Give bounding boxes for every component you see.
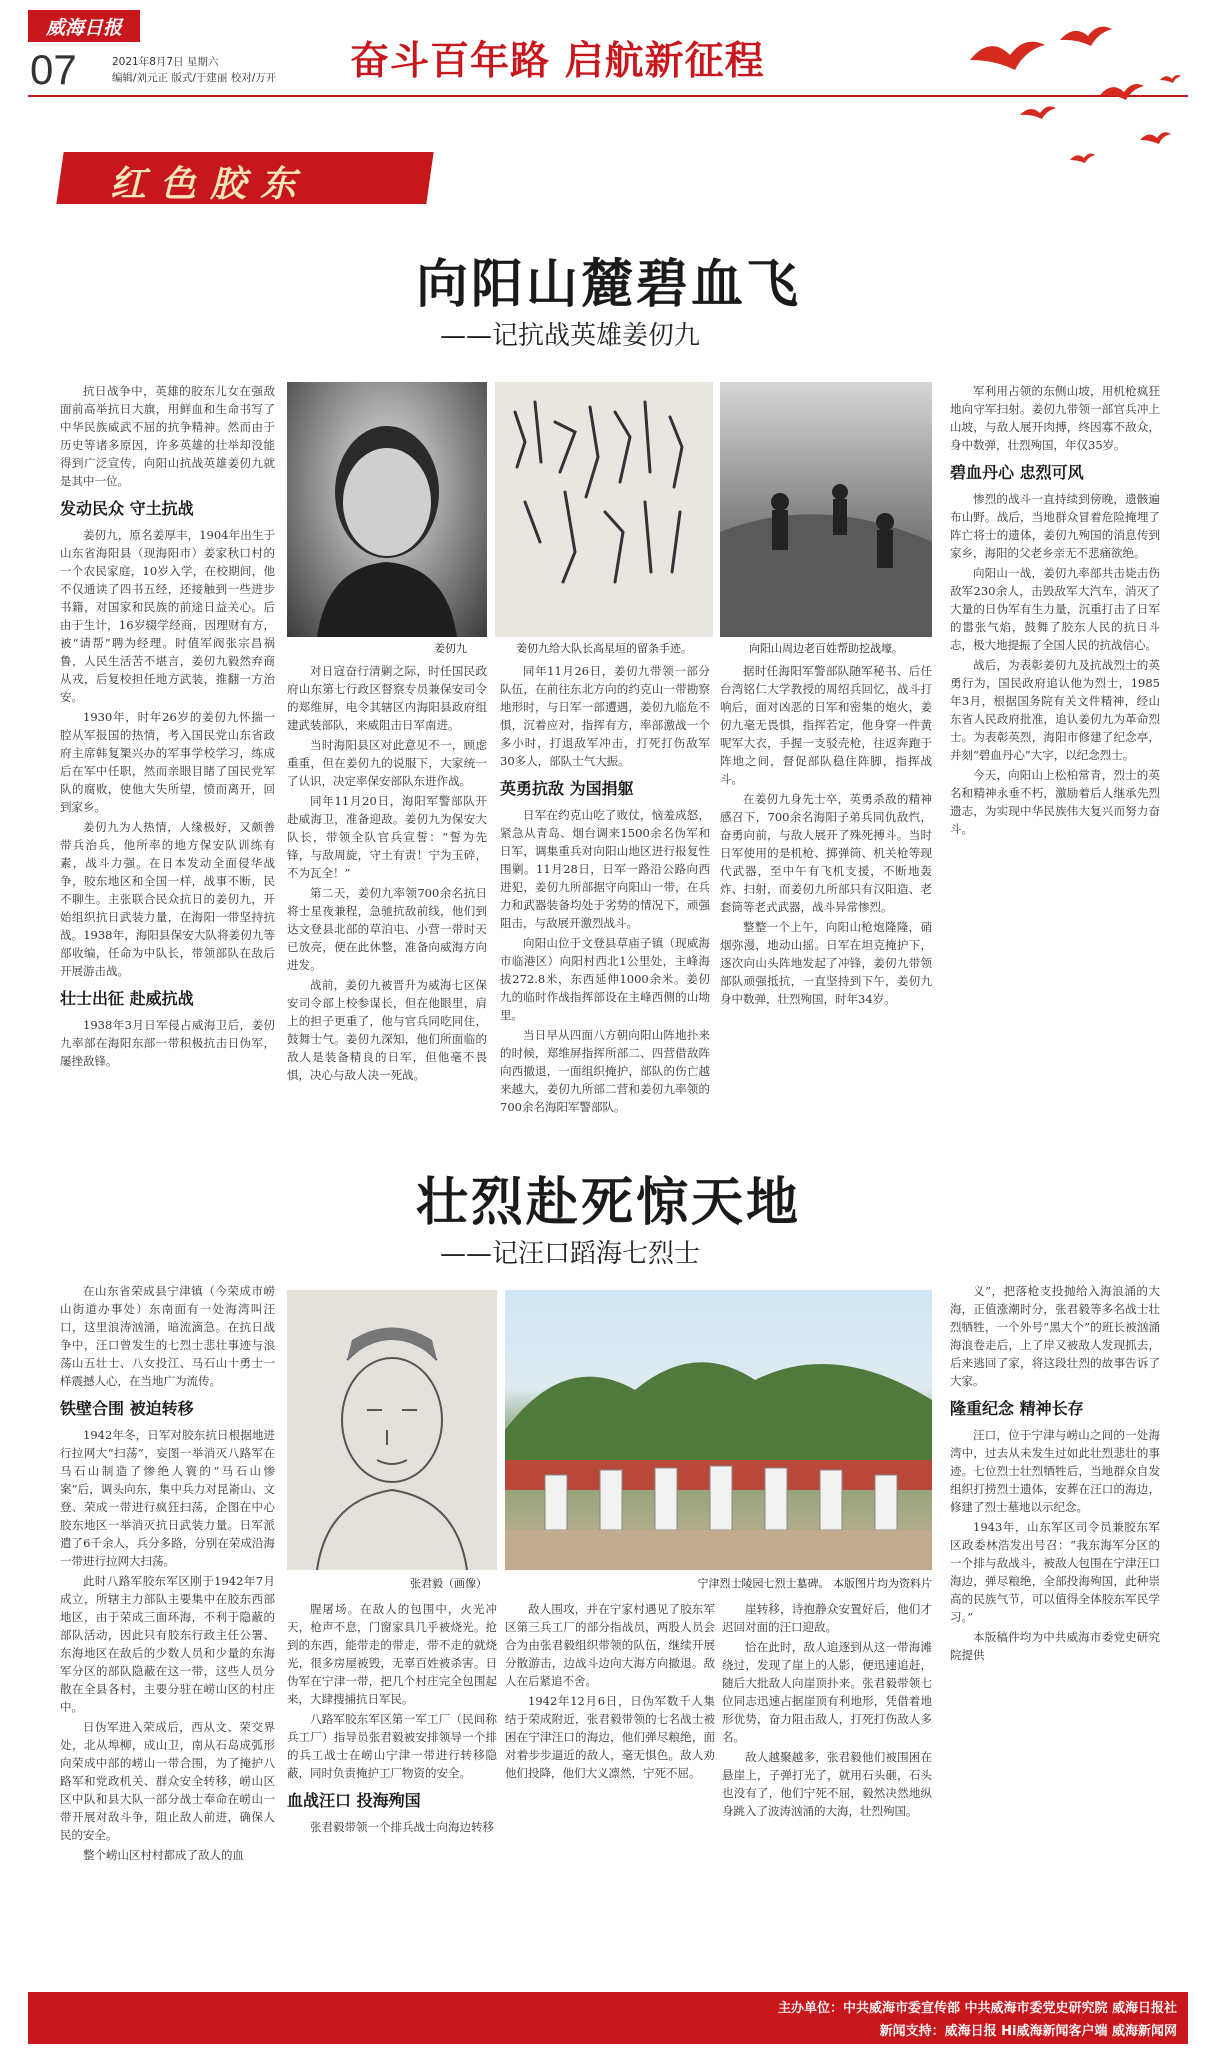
caption-handwritten-note: 姜仞九给大队长高星垣的留条手迹。	[516, 642, 692, 655]
handwriting-strokes-icon	[495, 382, 713, 637]
paragraph: 今天，向阳山上松柏常青，烈士的英名和精神永垂不朽，激励着后人继承先烈遗志，为实现中华民族伟大复兴而努力奋斗。	[950, 768, 1160, 836]
paragraph: 战前，姜仞九被晋升为威海七区保安司令部上校参谋长，但在他眼里，肩上的担子更重了，他与官兵同吃同住，鼓舞士气。姜仞九深知，他们所面临的敌人是装备精良的日军，但他毫不畏惧，决心与敌人决一死战。	[287, 978, 487, 1082]
flying-birds-icon	[950, 20, 1190, 190]
caption-trench-photo: 向阳山周边老百姓帮助挖战壕。	[749, 642, 903, 655]
article2-title: 壮烈赴死惊天地	[415, 1172, 801, 1233]
article2-heading-2: 血战汪口 投海殉国	[287, 1791, 421, 1810]
paragraph: 义”，把落枪支投抛给入海浪涌的大海，正值涨潮时分，张君毅等多名战士壮烈牺牲，一个外号“黑大个”的班长被汹涌海浪卷走后，上了岸又被敌人发现抓去，后来逃回了家，将这段壮烈的故事告诉了大家。	[950, 1284, 1160, 1388]
column-tag: 红色胶东	[110, 163, 311, 205]
article2-column-4	[722, 1600, 932, 1980]
paragraph: 日军在约克山吃了败仗，恼羞成怒，紧急从青岛、烟台调来1500余名伪军和日军，调集重兵对向阳山地区进行报复性围剿。11月28日，日军一路沿公路向西进犯，姜仞九所部据守向阳山一带，在兵力和武器装备均处于劣势的情况下，顽强阻击，与敌展开激烈战斗。	[500, 808, 710, 930]
paragraph: 姜仞九，原名姜厚丰，1904年出生于山东省海阳县（现海阳市）姜家秋口村的一个农民家庭，10岁入学，在校期间，他不仅通读了四书五经，还接触到一些进步书籍，对国家和民族的前途日益关心。后由于生计，16岁辍学经商，因理财有方，被“请帮”聘为经理。时值军阀张宗昌祸鲁，人民生活苦不堪言，姜仞九毅然弃商从戎，后复校担任地方武装，推翻一方治安。	[60, 528, 275, 704]
caption-zhang-portrait: 张君毅（画像）	[410, 1577, 487, 1590]
paragraph: 对日寇奋行清剿之际，时任国民政府山东第七行政区督察专员兼保安司令的郑维屏，电令其辖区内海阳县政府组建武装部队，来威阻击日军南进。	[287, 664, 487, 732]
article1-heading-4: 碧血丹心 忠烈可风	[950, 463, 1084, 482]
banner-title: 奋斗百年路 启航新征程	[350, 39, 765, 84]
paragraph: 敌人越聚越多，张君毅他们被围困在悬崖上，子弹打光了，就用石头砸，石头也没有了，他们宁死不屈，毅然决然地纵身跳入了波涛汹涌的大海，壮烈殉国。	[722, 1750, 932, 1818]
caption-cemetery-photo: 宁津烈士陵园七烈士墓碑。 本版图片均为资料片	[697, 1577, 932, 1590]
masthead-logo-block	[28, 10, 140, 42]
paragraph: 姜仞九为人热情，人缘极好，又颇善带兵治兵，他所率的地方保安队训练有素，战斗力强。在日本发动全面侵华战争，胶东地区和全国一样，战事不断，民不聊生。主张联合民众抗日的姜仞九，开始组织抗日武装力量，在海阳一带坚持抗战。1938年，海阳县保安大队将姜仞九等部收编，任命为中队长，带领部队在敌后开展游击战。	[60, 820, 275, 978]
paragraph: 汪口，位于宁津与崂山之间的一处海湾中，过去从未发生过如此壮烈悲壮的事迹。七位烈士壮烈牺牲后，当地群众自发组织打捞烈士遗体，安葬在汪口的海边，修建了烈士墓地以示纪念。	[950, 1428, 1160, 1514]
handwritten-note-image	[495, 382, 713, 637]
article1-column-5	[950, 382, 1160, 1142]
paragraph: 向阳山位于文登县草庙子镇（现威海市临港区）向阳村西北1公里处，主峰海拔272.8米，东西延伸1000余米。姜仞九的临时作战指挥部设在主峰西侧的山坳里。	[500, 936, 710, 1022]
trench-scene-icon	[720, 382, 932, 637]
paragraph: 崖转移，诗抱静众安置好后，他们才迟回对面的汪口迎敌。	[722, 1602, 932, 1634]
article2-column-5	[950, 1282, 1160, 1972]
paragraph: 1938年3月日军侵占威海卫后，姜仞九率部在海阳东部一带积极抗击日伪军，屡挫敌锋。	[60, 1018, 275, 1068]
article2-column-3	[505, 1600, 715, 1980]
article1-title: 向阳山麓碧血飞	[415, 254, 801, 315]
paragraph: 当时海阳县区对此意见不一，顾虑重重，但在姜仞九的说服下，大家统一了认识，决定率保安部队东进作战。	[287, 738, 487, 788]
paragraph: 在姜仞九身先士卒，英勇杀敌的精神感召下，700余名海阳子弟兵同仇敌忾，奋勇向前，与敌人展开了殊死搏斗。当时日军使用的是机枪、掷弹筒、机关枪等现代武器，至中午有飞机支援，不断地轰炸、扫射，而姜仞九所部只有汉阳造、老套筒等老式武器，战斗异常惨烈。	[720, 792, 932, 914]
paragraph: 1942年12月6日，日伪军数千人集结于荣成附近，张君毅带领的七名战士被困在宁津汪口的海边，他们弹尽粮绝，面对着步步逼近的敌人，毫无惧色。敌人劝他们投降，他们大义凛然，宁死不屈。	[505, 1694, 715, 1780]
paragraph: 敌人围攻，并在宁家村遇见了胶东军区第三兵工厂的部分指战员，两股人员会合为由张君毅组织带领的队伍，继续开展分散游击，边战斗边向大海方向撤退。敌人在后紧追不舍。	[505, 1602, 715, 1688]
paragraph: 据时任海阳军警部队随军秘书、后任台湾铭仁大学教授的周绍兵回忆，战斗打响后，面对凶恶的日军和密集的炮火，姜仞九毫无畏惧，指挥若定，他身穿一件黄呢军大衣，手握一支驳壳枪，往返奔跑于阵地之间，督促部队稳住阵脚，指挥战斗。	[720, 664, 932, 786]
article2-column-1	[60, 1282, 275, 1972]
article2-subtitle: ——记汪口蹈海七烈士	[440, 1239, 701, 1269]
paragraph: 张君毅带领一个排兵战士向海边转移	[310, 1820, 494, 1834]
paragraph: 腥屠场。在敌人的包围中，火光冲天，枪声不息，门窗家具几乎被烧光。抢到的东西，能带走的带走，带不走的就烧光，很多房屋被毁，无辜百姓被杀害。日伪军在宁津一带，把几个村庄完全包围起来，大肆搜捕抗日军民。	[287, 1602, 497, 1706]
article1-heading-3: 英勇抗敌 为国捐躯	[500, 779, 634, 798]
cemetery-scene-icon	[505, 1290, 932, 1570]
sketch-portrait-icon	[287, 1290, 497, 1570]
page-number: 07	[30, 46, 77, 93]
paragraph: 整个崂山区村村都成了敌人的血	[83, 1848, 244, 1862]
article1-heading-1: 发动民众 守土抗战	[60, 499, 194, 518]
article1-column-3	[500, 662, 710, 1142]
article1-subtitle: ——记抗战英雄姜仞九	[440, 321, 701, 351]
date-line: 2021年8月7日 星期六	[112, 56, 219, 68]
footer-media-line: 新闻支持：威海日报 Hi威海新闻客户端 威海新闻网	[879, 2024, 1177, 2039]
caption-portrait: 姜仞九	[434, 642, 467, 655]
newspaper-logo: 威海日报	[45, 16, 122, 39]
paragraph: 此时八路军胶东军区刚于1942年7月成立，所辖主力部队主要集中在胶东西部地区，由于荣成三面环海，不利于隐蔽的部队活动，因此只有胶东行政主任公署、东海地区在敌后的少数人员和少量的东海军分区的部队隐蔽在这一带，这些人员分散在全县各村，主要分驻在崂山区的村庄中。	[60, 1574, 275, 1714]
footer-sponsor-line: 主办单位：中共威海市委宣传部 中共威海市委党史研究院 威海日报社	[777, 2001, 1177, 2016]
article1-heading-2: 壮士出征 赴威抗战	[60, 989, 194, 1008]
paragraph: 1943年，山东军区司令员兼胶东军区政委林浩发出号召：“我东海军分区的一个排与敌战斗，被敌人包围在宁津汪口海边，弹尽粮绝，全部投海殉国，此种崇高的民族气节，可以值得全体胶东军民学习。”	[950, 1520, 1160, 1624]
paragraph: 惨烈的战斗一直持续到傍晚，遗骸遍布山野。战后，当地群众冒着危险掩埋了阵亡将士的遗体，姜仞九殉国的消息传到家乡，海阳的父老乡亲无不悲痛欲绝。	[950, 492, 1160, 560]
editor-line: 编辑/刘元正 版式/于建丽 校对/万开	[112, 72, 277, 84]
paragraph: 同年11月26日，姜仞九带领一部分队伍，在前往东北方向的约克山一带勘察地形时，与日军一部遭遇，姜仞九临危不惧，沉着应对，指挥有方，率部激战一个多小时，打退敌军冲击，打死打伤敌军30多人，部队士气大振。	[500, 664, 710, 768]
portrait-silhouette-icon	[287, 382, 487, 637]
paragraph: 向阳山一战，姜仞九率部共击毙击伤敌军230余人，击毁敌军大汽车，消灭了大量的日伪军有生力量，沉重打击了日军的嚣张气焰，鼓舞了胶东人民的抗日斗志，极大地提振了全国人民的抗战信心。	[950, 566, 1160, 652]
article2-heading-3: 隆重纪念 精神长存	[950, 1399, 1084, 1418]
paragraph: 恰在此时，敌人追逐到从这一带海滩绕过，发现了崖上的人影，便迅速追赶，随后大批敌人向崖顶扑来。张君毅带领七位同志迅速占据崖顶有利地形，凭借着地形优势，奋力阻击敌人，打死打伤敌人多名。	[722, 1640, 932, 1744]
paragraph: 当日早从四面八方朝向阳山阵地扑来的时候，郑维屏指挥所部二、四营借敌阵向西撤退，一面组织掩护，部队的伤亡越来越大，姜仞九所部二营和姜仞九率领的700余名海阳军警部队。	[500, 1028, 710, 1114]
article2-lead: 在山东省荣成县宁津镇（今荣成市崂山街道办事处）东南面有一处海湾叫汪口，这里浪涛汹涌，暗流滴急。在抗日战争中，汪口曾发生的七烈士悲壮事迹与浪荡山五壮士、八女投江、马石山十勇士一样震撼人心，在当地广为流传。	[60, 1284, 275, 1388]
article2-heading-1: 铁壁合围 被迫转移	[60, 1399, 194, 1418]
article2-column-2	[287, 1600, 497, 1980]
paragraph: 整整一个上午，向阳山枪炮隆隆，硝烟弥漫，地动山摇。日军在坦克掩护下，逐次向山头阵地发起了冲锋，姜仞九带领部队顽强抵抗，一直坚持到下午，姜仞九身中数弹，壮烈殉国，时年34岁。	[720, 920, 932, 1006]
article1-lead: 抗日战争中，英雄的胶东儿女在强敌面前高举抗日大旗，用鲜血和生命书写了中华民族威武不屈的抗争精神。然而由于历史等诸多原因，许多英雄的壮举却没能得到广泛宣传，向阳山抗战英雄姜仞九就是其中一位。	[60, 384, 275, 488]
paragraph: 八路军胶东军区第一军工厂（民间称兵工厂）指导员张君毅被安排领导一个排的兵工战士在崂山宁津一带进行转移隐蔽，同时负责掩护工厂物资的安全。	[287, 1712, 497, 1780]
paragraph: 1930年，时年26岁的姜仞九怀揣一腔从军报国的热情，考入国民党山东省政府主席韩复榘兴办的军事学校学习，练成后在军中任职，然而亲眼目睹了国民党军队的腐败，使他大失所望，愤而离开，回到家乡。	[60, 710, 275, 814]
portrait-zhang-junyi-drawing	[287, 1290, 497, 1570]
article1-column-4	[720, 662, 932, 1142]
portrait-jiang-renjiu	[287, 382, 487, 637]
source-note: 本版稿件均为中共威海市委党史研究院提供	[950, 1630, 1160, 1662]
paragraph: 战后，为表彰姜仞九及抗战烈士的英勇行为，国民政府追认他为烈士，1985年3月，根据国务院有关文件精神，经山东省人民政府批准，追认姜仞九为革命烈士。为表彰英烈，海阳市修建了纪念亭，并刻“碧血丹心”大字，以纪念烈士。	[950, 658, 1160, 762]
paragraph: 同年11月20日，海阳军警部队开赴威海卫，准备迎敌。姜仞九为保安大队长，带领全队官兵宣誓：“誓为先锋，与敌周旋，守土有责！宁为玉碎，不为瓦全！”	[287, 794, 487, 880]
martyrs-cemetery-photo	[505, 1290, 932, 1570]
villagers-digging-trenches-photo	[720, 382, 932, 637]
article1-column-1	[60, 382, 275, 1142]
paragraph: 军利用占领的东侧山坡，用机枪疯狂地向守军扫射。姜仞九带领一部官兵冲上山坡，与敌人展开肉搏，终因寡不敌众，身中数弹，壮烈殉国，年仅35岁。	[950, 384, 1160, 452]
paragraph: 日伪军进入荣成后，西从文、荣交界处，北从埠柳，成山卫，南从石岛成弧形向荣成中部的崂山一带合围，为了掩护八路军和党政机关、群众安全转移，崂山区区中队和县大队一部分战士奉命在崂山一带开展对敌斗争，阻止敌人前进，确保人民的安全。	[60, 1720, 275, 1842]
paragraph: 第二天，姜仞九率领700余名抗日将士星夜兼程，急驰抗敌前线，他们到达文登县北部的草泊屯、小营一带时天已放亮，便在此休整，准备向威海方向进发。	[287, 886, 487, 972]
paragraph: 1942年冬，日军对胶东抗日根据地进行拉网大“扫荡”，妄图一举消灭八路军在马石山制造了惨绝人寰的“马石山惨案”后，调头向东，集中兵力对昆嵛山、文登、荣成一带进行疯狂扫荡，企图在中心胶东地区一举消灭抗日武装力量。日军派遣了6千余人，兵分多路，分别在荣成沿海一带进行拉网大扫荡。	[60, 1428, 275, 1568]
article1-column-2	[287, 662, 487, 1142]
